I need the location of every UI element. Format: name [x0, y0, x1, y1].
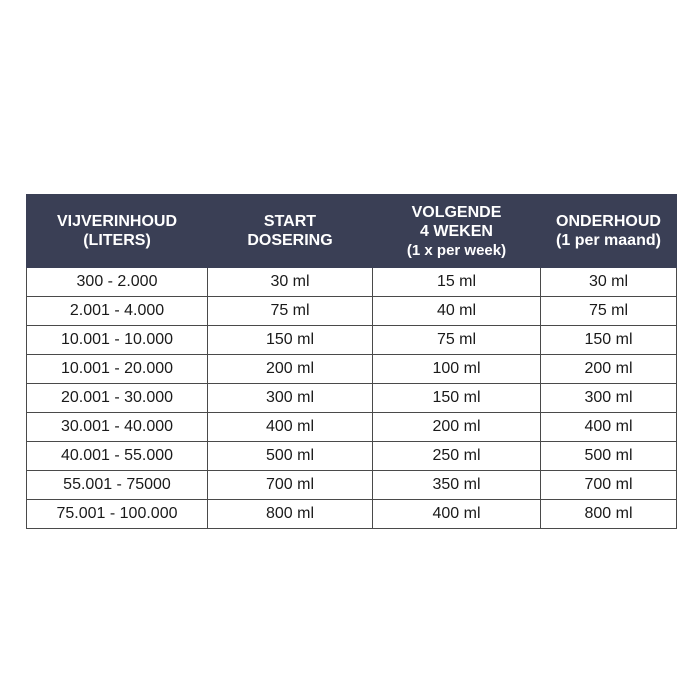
header-row — [27, 195, 677, 268]
cell-start-dose: 150 ml — [208, 326, 373, 355]
cell-maintenance: 150 ml — [541, 326, 677, 355]
header-line: DOSERING — [247, 232, 333, 249]
table-row — [27, 471, 677, 500]
cell-maintenance: 300 ml — [541, 384, 677, 413]
table-header — [27, 195, 677, 268]
header-line: START — [263, 213, 317, 230]
cell-next-4-weeks: 400 ml — [373, 500, 541, 529]
cell-next-4-weeks: 150 ml — [373, 384, 541, 413]
table-row — [27, 384, 677, 413]
table-row — [27, 500, 677, 529]
cell-start-dose: 75 ml — [208, 297, 373, 326]
cell-next-4-weeks: 15 ml — [373, 268, 541, 297]
cell-start-dose: 700 ml — [208, 471, 373, 500]
header-line: VOLGENDE — [411, 203, 502, 221]
cell-pond-volume: 10.001 - 20.000 — [27, 355, 208, 384]
cell-pond-volume: 30.001 - 40.000 — [27, 413, 208, 442]
header-pond-volume — [27, 195, 208, 268]
table-row — [27, 442, 677, 471]
cell-maintenance: 400 ml — [541, 413, 677, 442]
header-line: (1 x per week) — [406, 241, 507, 259]
cell-pond-volume: 40.001 - 55.000 — [27, 442, 208, 471]
header-line: ONDERHOUD — [556, 213, 661, 230]
cell-maintenance: 500 ml — [541, 442, 677, 471]
cell-next-4-weeks: 40 ml — [373, 297, 541, 326]
header-line: (LITERS) — [83, 232, 151, 249]
cell-next-4-weeks: 350 ml — [373, 471, 541, 500]
cell-maintenance: 75 ml — [541, 297, 677, 326]
cell-start-dose: 200 ml — [208, 355, 373, 384]
table-row — [27, 355, 677, 384]
header-maintenance — [541, 195, 677, 268]
cell-pond-volume: 75.001 - 100.000 — [27, 500, 208, 529]
table-row — [27, 297, 677, 326]
table-row — [27, 326, 677, 355]
cell-next-4-weeks: 100 ml — [373, 355, 541, 384]
cell-start-dose: 500 ml — [208, 442, 373, 471]
cell-next-4-weeks: 250 ml — [373, 442, 541, 471]
header-line: 4 WEKEN — [420, 222, 493, 240]
cell-next-4-weeks: 200 ml — [373, 413, 541, 442]
cell-next-4-weeks: 75 ml — [373, 326, 541, 355]
cell-maintenance: 200 ml — [541, 355, 677, 384]
table-body — [27, 268, 677, 529]
cell-pond-volume: 55.001 - 75000 — [27, 471, 208, 500]
header-line: (1 per maand) — [556, 232, 661, 249]
cell-pond-volume: 20.001 - 30.000 — [27, 384, 208, 413]
dosage-table — [26, 194, 677, 529]
table-row — [27, 268, 677, 297]
cell-start-dose: 400 ml — [208, 413, 373, 442]
header-next-4-weeks — [373, 195, 541, 268]
cell-pond-volume: 2.001 - 4.000 — [27, 297, 208, 326]
table-row — [27, 413, 677, 442]
cell-maintenance: 30 ml — [541, 268, 677, 297]
cell-pond-volume: 10.001 - 10.000 — [27, 326, 208, 355]
cell-maintenance: 800 ml — [541, 500, 677, 529]
header-line: VIJVERINHOUD — [56, 213, 178, 230]
header-start-dose — [208, 195, 373, 268]
cell-pond-volume: 300 - 2.000 — [27, 268, 208, 297]
cell-start-dose: 300 ml — [208, 384, 373, 413]
cell-start-dose: 30 ml — [208, 268, 373, 297]
cell-start-dose: 800 ml — [208, 500, 373, 529]
cell-maintenance: 700 ml — [541, 471, 677, 500]
